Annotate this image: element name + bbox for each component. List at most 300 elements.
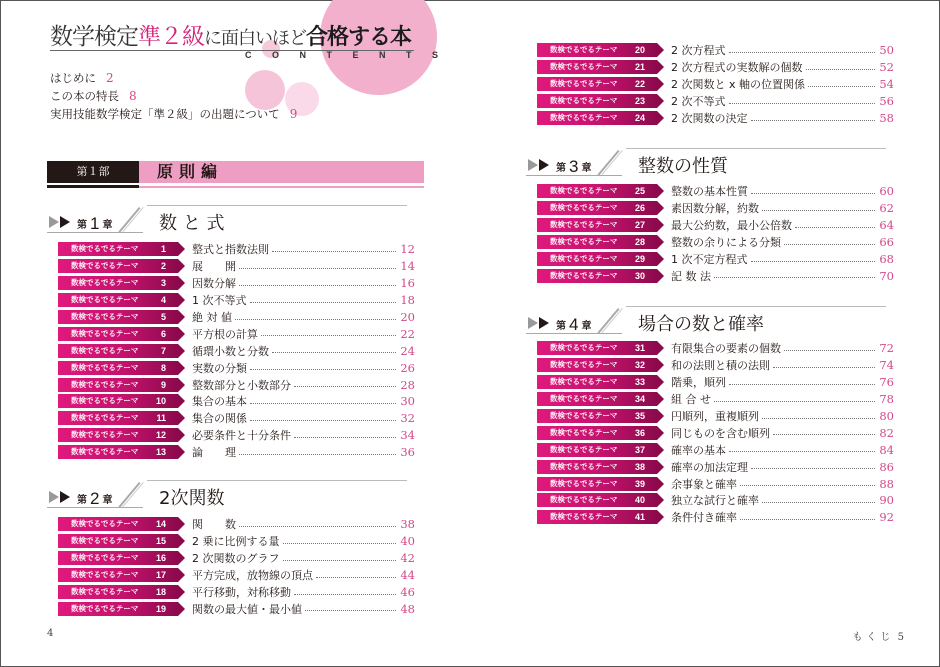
theme-tag — [58, 568, 178, 582]
theme-title: 平方根の計算 — [192, 327, 258, 341]
theme-entry — [671, 234, 894, 250]
theme-row[interactable] — [58, 342, 415, 359]
page-number: 48 — [400, 601, 415, 616]
theme-title: 同じものを含む順列 — [671, 426, 770, 440]
page-number: 16 — [400, 276, 415, 291]
page-number: 70 — [879, 268, 894, 283]
theme-number: 20 — [634, 45, 645, 56]
theme-tag-label: 数検でるでるテーマ — [550, 270, 618, 280]
divider — [147, 480, 407, 481]
theme-number: 24 — [634, 113, 645, 123]
theme-row[interactable] — [537, 251, 894, 268]
dot-leader — [294, 594, 396, 595]
contents-label: CONTENTS — [245, 50, 459, 60]
theme-title: 平方完成，放物線の頂点 — [192, 569, 313, 583]
dot-leader — [751, 468, 875, 469]
theme-entry — [192, 343, 415, 359]
page-number: 56 — [879, 94, 894, 109]
theme-tag — [537, 43, 657, 57]
theme-entry — [671, 110, 894, 126]
theme-tag-label: 数検でるでるテーマ — [71, 553, 139, 563]
theme-row[interactable] — [537, 217, 894, 234]
theme-tag-label: 数検でるでるテーマ — [71, 413, 139, 423]
theme-tag — [537, 341, 657, 355]
theme-entry — [192, 377, 415, 393]
page-number: 38 — [400, 517, 415, 532]
chapter-title: 数 と 式 — [159, 213, 225, 234]
divider — [147, 205, 407, 206]
slash-decoration — [601, 150, 622, 175]
theme-tag-label: 数検でるでるテーマ — [71, 447, 139, 457]
dot-leader — [714, 401, 875, 402]
theme-tag — [537, 184, 657, 198]
theme-entry — [192, 550, 415, 566]
theme-entry — [192, 567, 415, 583]
chapter-title: 場合の数と確率 — [638, 314, 764, 335]
page-number: 28 — [400, 377, 415, 392]
theme-row[interactable] — [58, 600, 415, 617]
dot-leader — [729, 103, 876, 104]
theme-tag — [537, 111, 657, 125]
intro-item[interactable] — [50, 70, 114, 86]
theme-entry — [671, 459, 894, 475]
book-title — [50, 18, 411, 51]
theme-row[interactable] — [537, 492, 894, 509]
theme-tag-label: 数検でるでるテーマ — [550, 377, 618, 387]
page-number: 32 — [400, 411, 415, 426]
theme-tag-label: 数検でるでるテーマ — [71, 328, 139, 338]
theme-entry — [671, 408, 894, 424]
theme-number: 16 — [155, 553, 166, 564]
theme-tag — [58, 445, 178, 459]
page-number: 24 — [400, 343, 415, 358]
theme-tag-label: 数検でるでるテーマ — [550, 96, 618, 106]
theme-title: 実数の分類 — [192, 361, 247, 375]
dot-leader — [294, 437, 396, 438]
theme-list-chapter-1 — [58, 241, 415, 461]
theme-row[interactable] — [58, 427, 415, 444]
page-number: 72 — [879, 341, 894, 356]
theme-tag-label: 数検でるでるテーマ — [550, 444, 618, 454]
theme-number: 1 — [160, 244, 166, 255]
dot-leader — [250, 369, 396, 370]
theme-number: 6 — [160, 328, 166, 339]
theme-row[interactable] — [537, 110, 894, 127]
theme-title: 関数の最大値・最小値 — [192, 602, 302, 616]
arrow-icon — [49, 216, 59, 228]
theme-title: 2 次関数と x 軸の位置関係 — [671, 78, 805, 92]
theme-tag-label: 数検でるでるテーマ — [550, 512, 618, 522]
theme-tag — [58, 394, 178, 408]
theme-row[interactable] — [537, 183, 894, 200]
theme-title: 確率の加法定理 — [671, 460, 748, 474]
theme-entry — [192, 601, 415, 617]
theme-row[interactable] — [58, 359, 415, 376]
page-number: 58 — [879, 111, 894, 125]
part-title: 原則編 — [139, 161, 424, 183]
theme-tag-label: 数検でるでるテーマ — [550, 254, 618, 263]
page-number: 84 — [879, 442, 894, 457]
footer-right — [852, 628, 904, 643]
theme-number: 3 — [160, 278, 166, 289]
dot-leader — [762, 502, 875, 503]
theme-number: 32 — [634, 360, 645, 371]
theme-number: 13 — [155, 447, 166, 458]
theme-entry — [671, 42, 894, 58]
theme-row[interactable] — [537, 340, 894, 357]
intro-item[interactable] — [50, 88, 137, 104]
page-number: 80 — [879, 409, 894, 423]
theme-row[interactable] — [58, 584, 415, 601]
title-text: に面白いほど — [204, 28, 306, 49]
theme-row[interactable] — [537, 441, 894, 458]
theme-row[interactable] — [58, 550, 415, 567]
dot-leader — [239, 285, 396, 286]
theme-entry — [671, 425, 894, 441]
theme-row[interactable] — [58, 516, 415, 533]
theme-title: 整数の余りによる分類 — [671, 236, 781, 250]
theme-row[interactable] — [58, 325, 415, 342]
chapter-label: 第 3 章 — [556, 157, 592, 176]
theme-row[interactable] — [58, 567, 415, 584]
dot-leader — [806, 69, 876, 70]
theme-row[interactable] — [537, 357, 894, 374]
theme-tag — [537, 375, 657, 389]
page-number: 92 — [879, 510, 894, 525]
theme-number: 27 — [634, 220, 645, 231]
theme-tag — [58, 378, 178, 392]
arrow-icon — [528, 317, 538, 329]
dot-leader — [235, 319, 396, 320]
theme-list-chapter-2b — [537, 42, 894, 126]
theme-row[interactable] — [58, 241, 415, 258]
arrow-icon — [49, 491, 59, 503]
theme-number: 40 — [634, 495, 645, 506]
page-number: 50 — [879, 43, 894, 58]
theme-tag — [537, 460, 657, 474]
dot-leader — [784, 244, 875, 245]
theme-row[interactable] — [537, 59, 894, 76]
theme-number: 9 — [160, 379, 166, 390]
theme-number: 19 — [155, 603, 166, 614]
theme-number: 4 — [160, 295, 166, 306]
theme-tag — [58, 602, 178, 616]
theme-tag — [537, 201, 657, 215]
theme-tag — [58, 276, 178, 290]
theme-tag — [58, 585, 178, 599]
dot-leader — [729, 451, 875, 452]
dot-leader — [316, 577, 396, 578]
page-number: 46 — [400, 585, 415, 599]
theme-row[interactable] — [537, 408, 894, 425]
theme-number: 21 — [634, 62, 645, 73]
theme-tag-label: 数検でるでるテーマ — [550, 113, 618, 122]
theme-tag-label: 数検でるでるテーマ — [550, 186, 618, 196]
theme-number: 30 — [634, 270, 645, 281]
page-number: 78 — [879, 392, 894, 407]
theme-row[interactable] — [537, 458, 894, 475]
theme-tag-label: 数検でるでるテーマ — [71, 430, 139, 440]
theme-title: 2 次方程式 — [671, 44, 726, 58]
theme-title: 和の法則と積の法則 — [671, 359, 770, 373]
theme-tag-label: 数検でるでるテーマ — [71, 312, 139, 321]
theme-tag — [537, 60, 657, 74]
page-number: 66 — [879, 235, 894, 250]
theme-title: 整数部分と小数部分 — [192, 378, 291, 392]
theme-tag-label: 数検でるでるテーマ — [71, 587, 139, 596]
theme-entry — [671, 217, 894, 233]
page-number: 52 — [879, 60, 894, 75]
theme-tag-label: 数検でるでるテーマ — [550, 495, 618, 505]
theme-number: 35 — [634, 411, 645, 421]
theme-number: 38 — [634, 461, 645, 472]
page-number: 8 — [129, 89, 137, 103]
theme-title: 絶 対 値 — [192, 311, 232, 324]
theme-row[interactable] — [537, 200, 894, 217]
theme-number: 8 — [160, 362, 166, 373]
theme-tag-label: 数検でるでるテーマ — [550, 203, 618, 213]
theme-title: 円順列，重複順列 — [671, 410, 759, 423]
intro-item[interactable] — [50, 106, 297, 122]
theme-title: 必要条件と十分条件 — [192, 429, 291, 443]
theme-entry — [192, 393, 415, 409]
page-number: 20 — [400, 310, 415, 324]
page-number: 88 — [879, 476, 894, 491]
dot-leader — [740, 485, 875, 486]
chapter-header-4 — [526, 306, 886, 336]
theme-tag-label: 数検でるでるテーマ — [71, 362, 139, 372]
theme-title: 素因数分解，約数 — [671, 202, 759, 216]
page-number: 34 — [400, 428, 415, 443]
dot-leader — [261, 335, 396, 336]
theme-number: 14 — [155, 519, 166, 530]
theme-entry — [671, 476, 894, 492]
page-number: 82 — [879, 425, 894, 440]
right-page — [470, 0, 940, 667]
theme-tag — [537, 269, 657, 283]
theme-row[interactable] — [537, 509, 894, 526]
theme-number: 26 — [634, 203, 645, 214]
chapter-label: 第 4 章 — [556, 315, 592, 334]
theme-title: 1 次不定方程式 — [671, 253, 748, 266]
theme-number: 17 — [155, 570, 166, 581]
chapter-header-1 — [47, 205, 407, 235]
theme-title: 記 数 法 — [671, 269, 711, 283]
theme-tag — [58, 361, 178, 375]
theme-tag — [58, 551, 178, 565]
theme-entry — [192, 292, 415, 308]
slash-decoration — [118, 207, 140, 233]
theme-row[interactable] — [58, 292, 415, 309]
theme-row[interactable] — [58, 258, 415, 275]
theme-number: 5 — [160, 312, 166, 322]
theme-tag-label: 数検でるでるテーマ — [71, 536, 139, 546]
page-number: 18 — [400, 293, 415, 308]
theme-tag-label: 数検でるでるテーマ — [71, 379, 139, 389]
theme-tag — [58, 534, 178, 548]
page-number: 42 — [400, 551, 415, 566]
slash-decoration — [122, 207, 143, 232]
theme-tag — [537, 409, 657, 423]
theme-title: 整式と指数法則 — [192, 243, 269, 257]
theme-title: 整数の基本性質 — [671, 185, 748, 199]
theme-tag — [58, 327, 178, 341]
decorative-circle — [245, 70, 285, 110]
intro-label: この本の特長 — [50, 89, 119, 103]
theme-row[interactable] — [537, 475, 894, 492]
slash-decoration — [122, 482, 143, 507]
chapter-title: 整数の性質 — [638, 156, 728, 177]
page-number: 90 — [879, 493, 894, 508]
theme-row[interactable] — [537, 76, 894, 93]
theme-tag — [537, 392, 657, 406]
theme-row[interactable] — [58, 444, 415, 461]
page-number: 60 — [879, 184, 894, 199]
theme-tag — [537, 358, 657, 372]
page-number: 9 — [289, 107, 298, 121]
theme-tag-label: 数検でるでるテーマ — [550, 394, 618, 404]
theme-title: 条件付き確率 — [671, 511, 737, 525]
theme-number: 2 — [160, 261, 166, 272]
theme-entry — [671, 268, 894, 284]
theme-tag — [537, 493, 657, 507]
theme-row[interactable] — [58, 533, 415, 550]
theme-row[interactable] — [537, 234, 894, 251]
page-number: 86 — [879, 459, 894, 474]
divider — [626, 306, 886, 307]
theme-entry — [671, 251, 894, 267]
intro-label: 実用技能数学検定「準２級」の出題について — [50, 107, 280, 121]
theme-list-chapter-3 — [537, 183, 894, 284]
theme-tag-label: 数検でるでるテーマ — [71, 295, 139, 305]
dot-leader — [294, 386, 396, 387]
theme-title: 集合の基本 — [192, 395, 247, 409]
chapter-header-2 — [47, 480, 407, 510]
arrow-icon — [528, 159, 538, 171]
theme-row[interactable] — [58, 309, 415, 326]
dot-leader — [751, 120, 876, 121]
theme-tag-label: 数検でるでるテーマ — [550, 360, 618, 370]
theme-entry — [671, 492, 894, 508]
arrow-icon — [539, 159, 549, 171]
theme-title: 最大公約数，最小公倍数 — [671, 219, 792, 233]
title-grade: 準２級 — [138, 24, 204, 50]
dot-leader — [283, 560, 397, 561]
theme-list-chapter-2a — [58, 516, 415, 617]
dot-leader — [305, 610, 396, 611]
dot-leader — [239, 268, 396, 269]
theme-number: 29 — [634, 254, 645, 264]
theme-number: 25 — [634, 186, 645, 197]
dot-leader — [729, 384, 875, 385]
theme-entry — [671, 357, 894, 373]
page-number: 62 — [879, 201, 894, 216]
footer-label: もくじ — [852, 632, 895, 643]
theme-tag-label: 数検でるでるテーマ — [71, 396, 139, 406]
slash-decoration — [601, 308, 622, 333]
theme-title: 階乗，順列 — [671, 376, 726, 390]
dot-leader — [250, 420, 396, 421]
theme-row[interactable] — [58, 410, 415, 427]
theme-entry — [192, 241, 415, 257]
theme-tag-label: 数検でるでるテーマ — [71, 244, 139, 254]
page-number: 26 — [400, 360, 415, 375]
theme-tag-label: 数検でるでるテーマ — [550, 427, 618, 437]
theme-title: 2 次関数の決定 — [671, 112, 748, 125]
dot-leader — [239, 526, 396, 527]
dot-leader — [283, 543, 397, 544]
theme-entry — [192, 427, 415, 443]
theme-entry — [192, 516, 415, 532]
theme-entry — [671, 340, 894, 356]
theme-row[interactable] — [58, 376, 415, 393]
theme-tag-label: 数検でるでるテーマ — [550, 478, 618, 488]
part-label: 第１部 — [47, 161, 139, 183]
theme-tag — [537, 94, 657, 108]
theme-row[interactable] — [537, 267, 894, 284]
chapter-title: 2次関数 — [159, 488, 225, 509]
theme-tag — [537, 510, 657, 524]
theme-title: 集合の関係 — [192, 412, 247, 426]
theme-row[interactable] — [58, 393, 415, 410]
theme-title: 平行移動，対称移動 — [192, 586, 291, 599]
dot-leader — [250, 403, 396, 404]
theme-tag — [537, 426, 657, 440]
theme-tag-label: 数検でるでるテーマ — [71, 570, 139, 580]
dot-leader — [729, 52, 876, 53]
theme-title: 論 理 — [192, 446, 236, 460]
theme-entry — [192, 309, 415, 325]
theme-tag-label: 数検でるでるテーマ — [550, 411, 618, 420]
dot-leader — [773, 434, 875, 435]
theme-entry — [671, 200, 894, 216]
slash-decoration — [597, 150, 619, 176]
page-number: 74 — [879, 358, 894, 373]
page-number: 36 — [400, 445, 415, 460]
theme-tag — [58, 242, 178, 256]
chapter-header-3 — [526, 148, 886, 178]
theme-title: 独立な試行と確率 — [671, 494, 759, 508]
arrow-icon — [60, 216, 70, 228]
theme-row[interactable] — [537, 93, 894, 110]
dot-leader — [784, 350, 875, 351]
theme-tag — [537, 477, 657, 491]
page-number: 22 — [400, 326, 415, 341]
theme-entry — [192, 360, 415, 376]
theme-row[interactable] — [58, 275, 415, 292]
page-number: 2 — [106, 71, 114, 85]
theme-row[interactable] — [537, 424, 894, 441]
theme-tag-label: 数検でるでるテーマ — [550, 220, 618, 230]
theme-entry — [192, 584, 415, 600]
theme-row[interactable] — [537, 374, 894, 391]
theme-list-chapter-4 — [537, 340, 894, 526]
theme-row[interactable] — [537, 391, 894, 408]
theme-tag-label: 数検でるでるテーマ — [550, 343, 618, 353]
title-text: 数学検定 — [50, 24, 138, 50]
dot-leader — [740, 519, 875, 520]
dot-leader — [272, 251, 396, 252]
theme-number: 23 — [634, 96, 645, 107]
theme-tag — [58, 428, 178, 442]
theme-entry — [671, 391, 894, 407]
dot-leader — [239, 454, 396, 455]
theme-tag-label: 数検でるでるテーマ — [71, 519, 139, 529]
dot-leader — [751, 261, 876, 262]
theme-tag-label: 数検でるでるテーマ — [550, 237, 618, 247]
theme-number: 12 — [155, 430, 166, 441]
theme-row[interactable] — [537, 42, 894, 59]
